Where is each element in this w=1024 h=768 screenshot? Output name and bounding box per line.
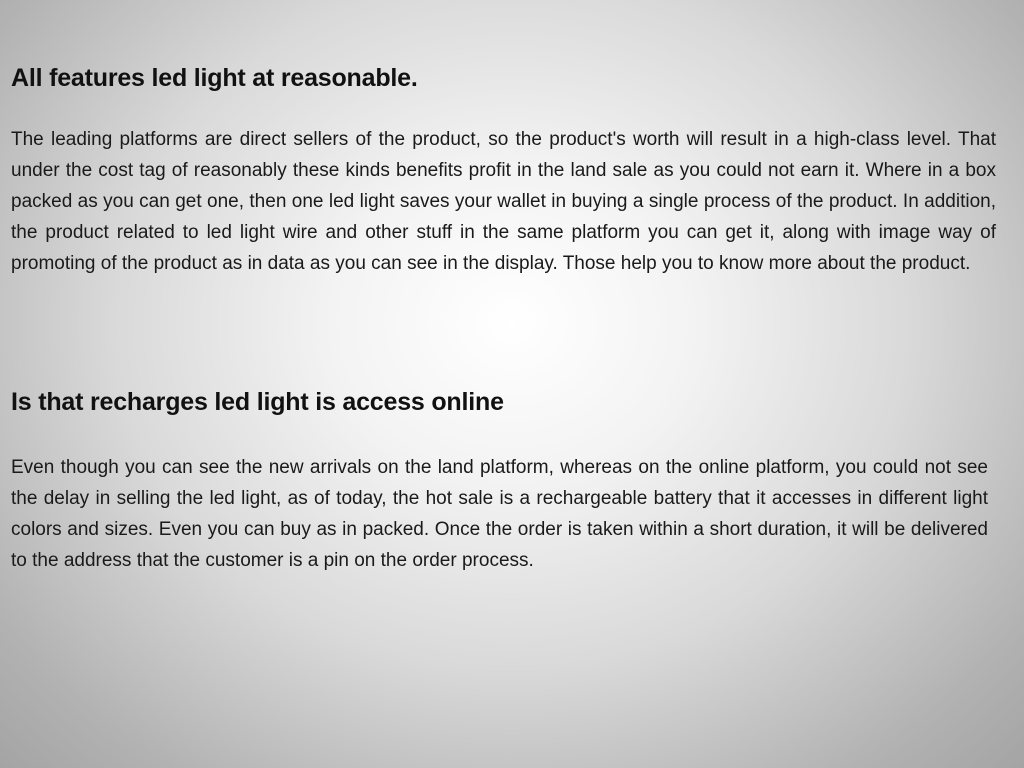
- section-body-features: The leading platforms are direct sellers of the product, so the product's worth will result in a high-class level. That under the cost tag of reasonably these kinds benefits profit in the land sale as you could not earn it. Where in a box packed as you can get one, then one led light saves your wallet in buying a single process of the product. In addition, the product related to led light wire and other stuff in the same platform you can get it, along with image way of promoting of the product as in data as you can see in the display. Those help you to know more about the product.: [11, 129, 996, 274]
- section-body-online: Even though you can see the new arrivals on the land platform, whereas on the online platform, you could not see the delay in selling the led light, as of today, the hot sale is a rechargeable battery that it accesses in different light colors and sizes. Even you can buy as in packed. Once the order is taken within a short duration, it will be delivered to the address that the customer is a pin on the order process.: [11, 457, 988, 571]
- slide-content: [11, 0, 996, 768]
- section-heading-features: All features led light at reasonable.: [11, 64, 418, 92]
- section-heading-online: Is that recharges led light is access online: [11, 388, 504, 416]
